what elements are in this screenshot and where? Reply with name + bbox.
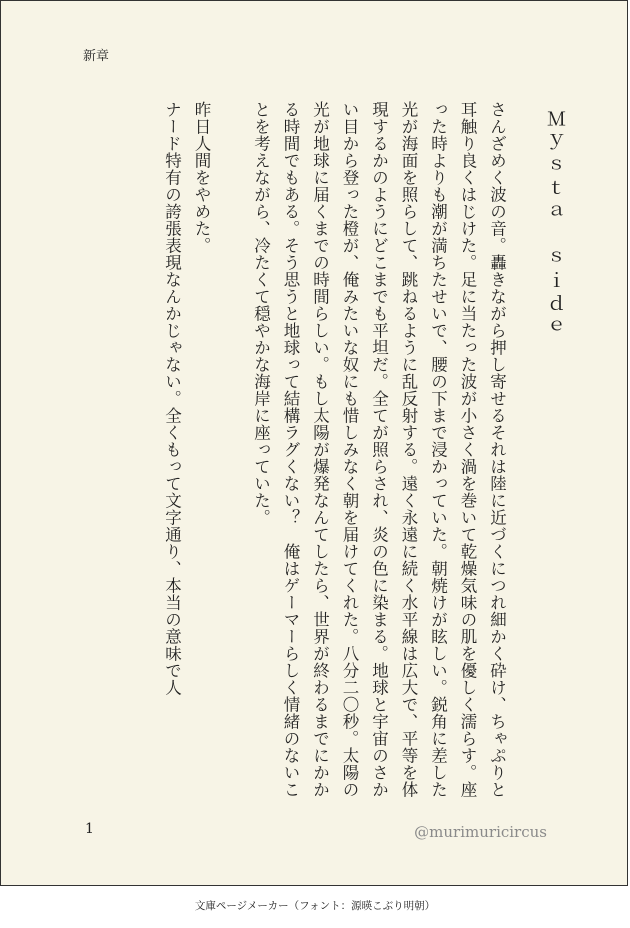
paragraph-1: さんざめく波の音。轟きながら押し寄せるそれは陸に近づくにつれ細かく砕け、ちゃぷりと耳触り良くはじけた。足に当たった波が小さく渦を巻いて乾燥気味の肌を優しく濡らす。座った時よりも潮が満ちたせいで、腰の下まで浸かっていた。朝焼けが眩しい。鋭角に差した光が海面を照らして、跳ねるように乱反射する。遠く永遠に続く水平線は広大で、平等を体現するかのようにどこまでも平坦だ。全てが照らされ、炎の色に染まる。地球と宇宙のさかい目から登った橙が、俺みたいな奴にも惜しみなく朝を届けてくれた。八分二〇秒。太陽の光が地球に届くまでの時間らしい。もし太陽が爆発なんてしたら、世界が終わるまでにかかる時間でもある。そう思うと地球って結構ラグくない？ 俺はゲーマーらしく情緒のないことを考えながら、冷たくて穏やかな海岸に座っていた。: [251, 101, 507, 798]
page-number: 1: [85, 821, 94, 837]
blank-line: [216, 101, 246, 801]
paragraph-3: ナード特有の誇張表現なんかじゃない。全くもって文字通り、本当の意味で人: [162, 101, 182, 696]
generator-footer: 文庫ページメーカー（フォント：源暎こぶり明朝）: [194, 900, 436, 912]
chapter-header: 新章: [83, 49, 110, 64]
vertical-body-text: [89, 101, 569, 801]
paragraph-2: 昨日人間をやめた。: [192, 101, 211, 254]
author-credit: @murimuricircus: [414, 823, 547, 841]
section-title: Ｍｙｓｔａ ｓｉｄｅ: [544, 109, 566, 339]
